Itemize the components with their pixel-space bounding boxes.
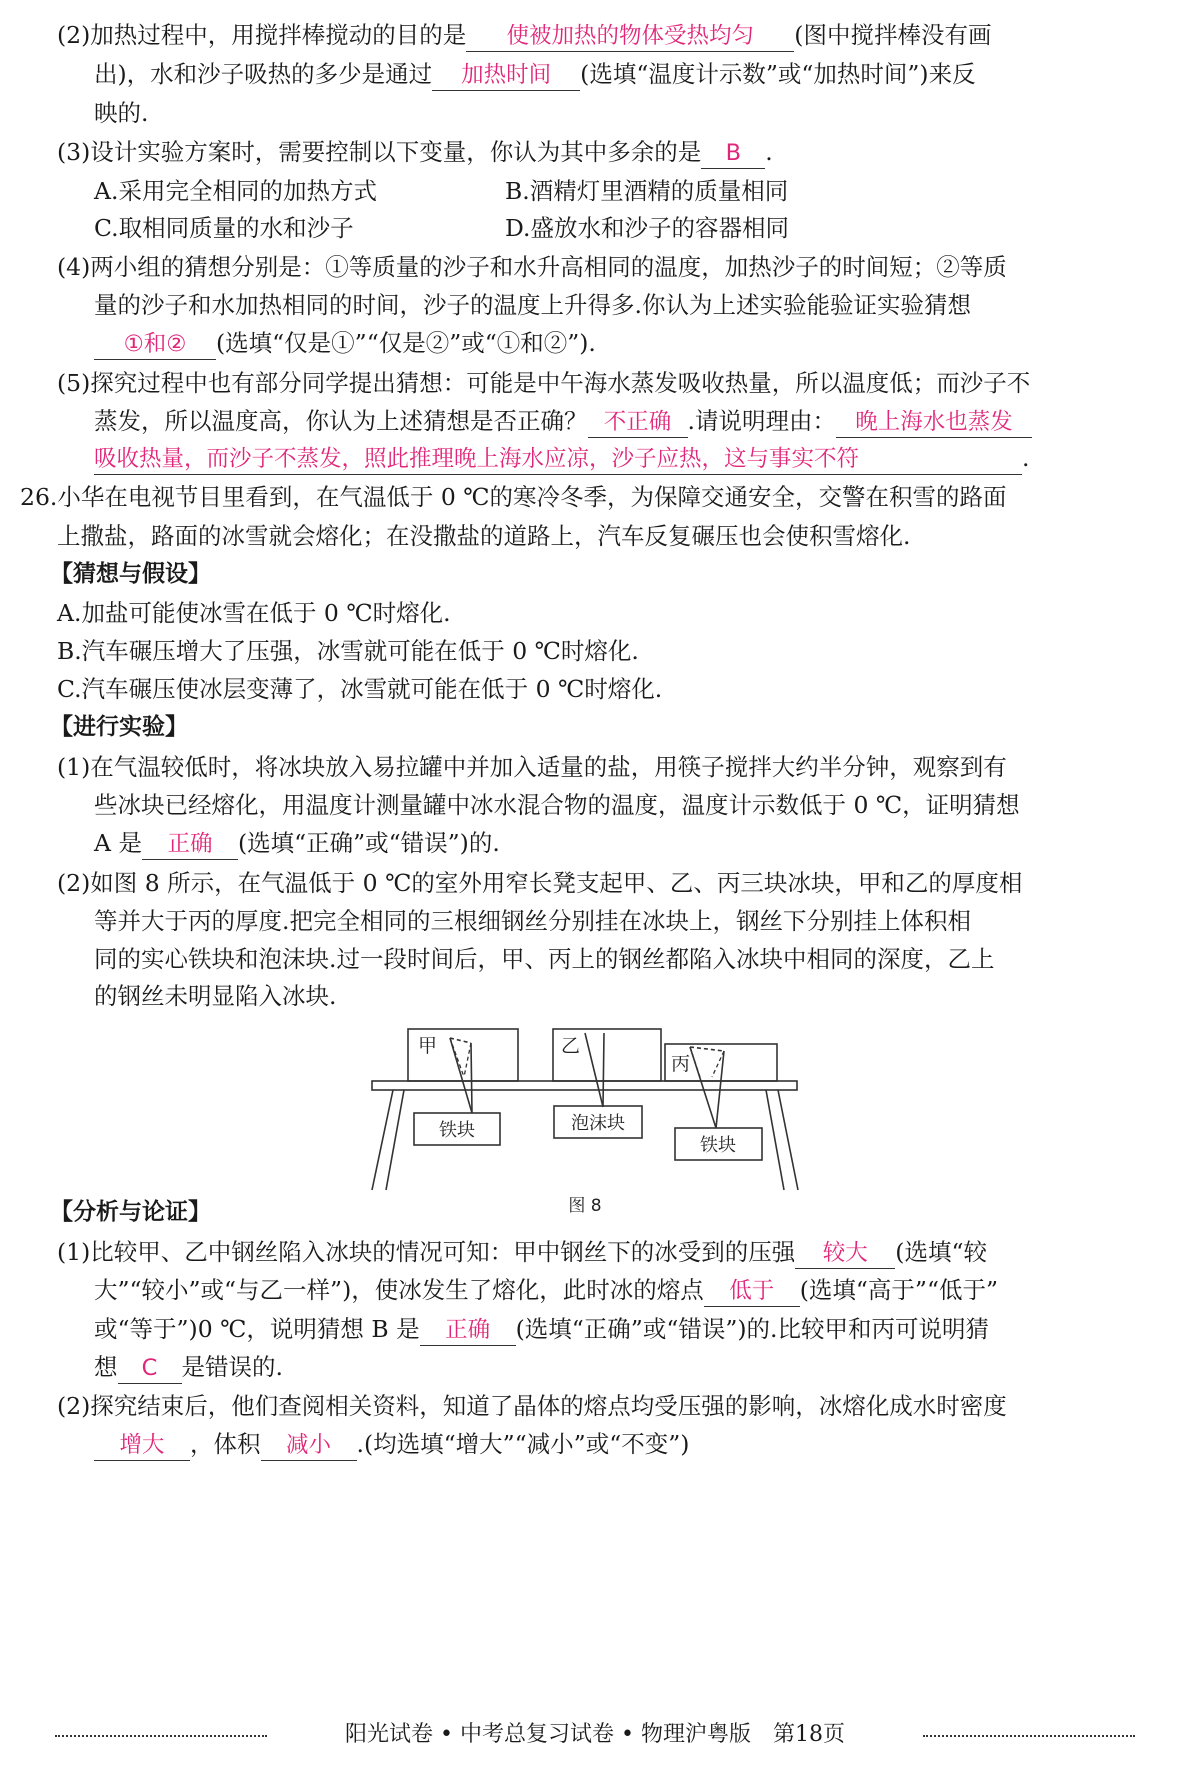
wire-dashed <box>690 1047 724 1051</box>
answer-blank <box>701 137 765 169</box>
answer-blank <box>836 406 1032 438</box>
ana2-line2: 增大 ，体积 减小 .(均选填“增大”“减小”或“不变”) <box>94 1427 689 1461</box>
answer-blank <box>795 1237 895 1269</box>
label-yi: 乙 <box>561 1035 581 1057</box>
footer-text: 阳光试卷 • 中考总复习试卷 • 物理沪粤版 第18页 <box>345 1722 845 1747</box>
q25-part4-line2: 量的沙子和水加热相同的时间，沙子的温度上升得多.你认为上述实验能验证实验猜想 <box>94 291 971 319</box>
label-jia: 甲 <box>418 1035 438 1057</box>
bench-leg <box>386 1090 404 1190</box>
answer-text: ①和② <box>123 331 187 357</box>
exp1-line1: (1)在气温较低时，将冰块放入易拉罐中并加入适量的盐，用筷子搅拌大约半分钟，观察到有 <box>57 753 1007 781</box>
answer-text: B <box>725 140 742 166</box>
wire <box>471 1043 472 1113</box>
wire <box>603 1033 604 1107</box>
exp2-line4: 的钢丝未明显陷入冰块. <box>94 982 337 1010</box>
exp2-line3: 同的实心铁块和泡沫块.过一段时间后，甲、丙上的钢丝都陷入冰块中相同的深度，乙上 <box>94 945 995 973</box>
guess-a: A.加盐可能使冰雪在低于 0 ℃时熔化. <box>57 599 451 627</box>
answer-text: 晚上海水也蒸发 <box>855 409 1013 435</box>
footer-dots-right <box>923 1735 1135 1737</box>
section-heading-guess: 【猜想与假设】 <box>50 561 211 587</box>
answer-blank <box>420 1314 516 1346</box>
label-bing: 丙 <box>671 1053 691 1075</box>
wire-dashed <box>450 1038 471 1043</box>
answer-text: 吸收热量，而沙子不蒸发，照此推理晚上海水应凉，沙子应热，这与事实不符 <box>94 446 860 472</box>
answer-text: 较大 <box>822 1240 868 1266</box>
answer-blank <box>261 1429 357 1461</box>
option-b: B.酒精灯里酒精的质量相同 <box>505 177 789 205</box>
figure-caption: 图 8 <box>568 1196 602 1216</box>
exp1-line2: 些冰块已经熔化，用温度计测量罐中冰水混合物的温度，温度计示数低于 0 ℃，证明猜想 <box>94 791 1020 819</box>
answer-text: 增大 <box>119 1432 165 1458</box>
answer-blank <box>94 443 1022 475</box>
wire <box>690 1047 716 1128</box>
q26-intro-line1: 26.小华在电视节目里看到，在气温低于 0 ℃的寒冷冬季，为保障交通安全，交警在积雪的路面 <box>20 483 1007 511</box>
section-heading-analysis: 【分析与论证】 <box>50 1199 211 1225</box>
ana1-line4: 想 C 是错误的. <box>94 1350 283 1384</box>
option-d: D.盛放水和沙子的容器相同 <box>505 214 789 242</box>
figure-8 <box>360 1025 860 1220</box>
answer-blank <box>704 1275 800 1307</box>
answer-blank <box>432 59 580 91</box>
label-iron-2: 铁块 <box>700 1135 736 1156</box>
exp1-line3: A 是 正确 (选填“正确”或“错误”)的. <box>94 826 500 860</box>
label-foam: 泡沫块 <box>571 1113 625 1134</box>
answer-blank <box>94 328 216 360</box>
answer-text: 使被加热的物体受热均匀 <box>506 23 755 49</box>
wire <box>450 1038 472 1113</box>
exp2-line2: 等并大于丙的厚度.把完全相同的三根细钢丝分别挂在冰块上，钢丝下分别挂上体积相 <box>94 907 971 935</box>
guess-c: C.汽车碾压使冰层变薄了，冰雪就可能在低于 0 ℃时熔化. <box>57 675 663 703</box>
q26-intro-line2: 上撒盐，路面的冰雪就会熔化；在没撒盐的道路上，汽车反复碾压也会使积雪熔化. <box>57 522 911 550</box>
q25-part2-line3: 映的. <box>94 99 149 127</box>
exp2-line1: (2)如图 8 所示，在气温低于 0 ℃的室外用窄长凳支起甲、乙、丙三块冰块，甲和乙的厚度相 <box>57 869 1023 897</box>
q25-part4-line3: ①和② (选填“仅是①”“仅是②”或“①和②”). <box>94 326 596 360</box>
section-heading-experiment: 【进行实验】 <box>50 714 188 740</box>
ana2-line1: (2)探究结束后，他们查阅相关资料，知道了晶体的熔点均受压强的影响，冰熔化成水时密度 <box>57 1392 1007 1420</box>
answer-text: 正确 <box>167 831 213 857</box>
label-iron-1: 铁块 <box>439 1120 475 1141</box>
answer-blank <box>588 406 688 438</box>
ana1-line3: 或“等于”)0 ℃，说明猜想 B 是 正确 (选填“正确”或“错误”)的.比较甲和丙可说明猜 <box>94 1312 989 1346</box>
ana1-line2: 大”“较小”或“与乙一样”)，使冰发生了熔化，此时冰的熔点 低于 (选填“高于”“低于” <box>94 1273 998 1307</box>
option-a: A.采用完全相同的加热方式 <box>94 177 377 205</box>
page-footer <box>55 1718 1135 1752</box>
q25-part5-line1: (5)探究过程中也有部分同学提出猜想：可能是中午海水蒸发吸收热量，所以温度低；而沙子不 <box>57 369 1031 397</box>
q25-part2-line2: 出)，水和沙子吸热的多少是通过 加热时间 (选填“温度计示数”或“加热时间”)来反 <box>94 57 976 91</box>
ana1-line1: (1)比较甲、乙中钢丝陷入冰块的情况可知：甲中钢丝下的冰受到的压强 较大 (选填“较 <box>57 1235 987 1269</box>
footer-dots-left <box>55 1735 267 1737</box>
answer-text: 低于 <box>729 1278 775 1304</box>
wire <box>585 1033 603 1107</box>
q25-part4-line1: (4)两小组的猜想分别是：①等质量的沙子和水升高相同的温度，加热沙子的时间短；②等质 <box>57 253 1007 281</box>
answer-blank <box>94 1429 190 1461</box>
answer-text: 不正确 <box>603 409 672 435</box>
answer-blank <box>118 1352 182 1384</box>
q25-part5-line2: 蒸发，所以温度高，你认为上述猜想是否正确？ 不正确 .请说明理由： 晚上海水也蒸发 <box>94 404 1032 438</box>
bench-leg <box>372 1090 393 1190</box>
option-c: C.取相同质量的水和沙子 <box>94 214 354 242</box>
answer-text: 正确 <box>445 1317 491 1343</box>
answer-text: 加热时间 <box>461 62 552 88</box>
guess-b: B.汽车碾压增大了压强，冰雪就可能在低于 0 ℃时熔化. <box>57 637 639 665</box>
q25-part3-question: (3)设计实验方案时，需要控制以下变量，你认为其中多余的是 B . <box>57 135 773 169</box>
answer-text: C <box>141 1355 158 1381</box>
answer-blank <box>466 20 794 52</box>
bench-top <box>372 1081 797 1090</box>
answer-text: 减小 <box>285 1432 331 1458</box>
q25-part2-line1: (2)加热过程中，用搅拌棒搅动的目的是 使被加热的物体受热均匀 (图中搅拌棒没有画 <box>57 18 991 52</box>
answer-blank <box>142 828 238 860</box>
q25-part5-line3: 吸收热量，而沙子不蒸发，照此推理晚上海水应凉，沙子应热，这与事实不符 . <box>94 441 1029 475</box>
